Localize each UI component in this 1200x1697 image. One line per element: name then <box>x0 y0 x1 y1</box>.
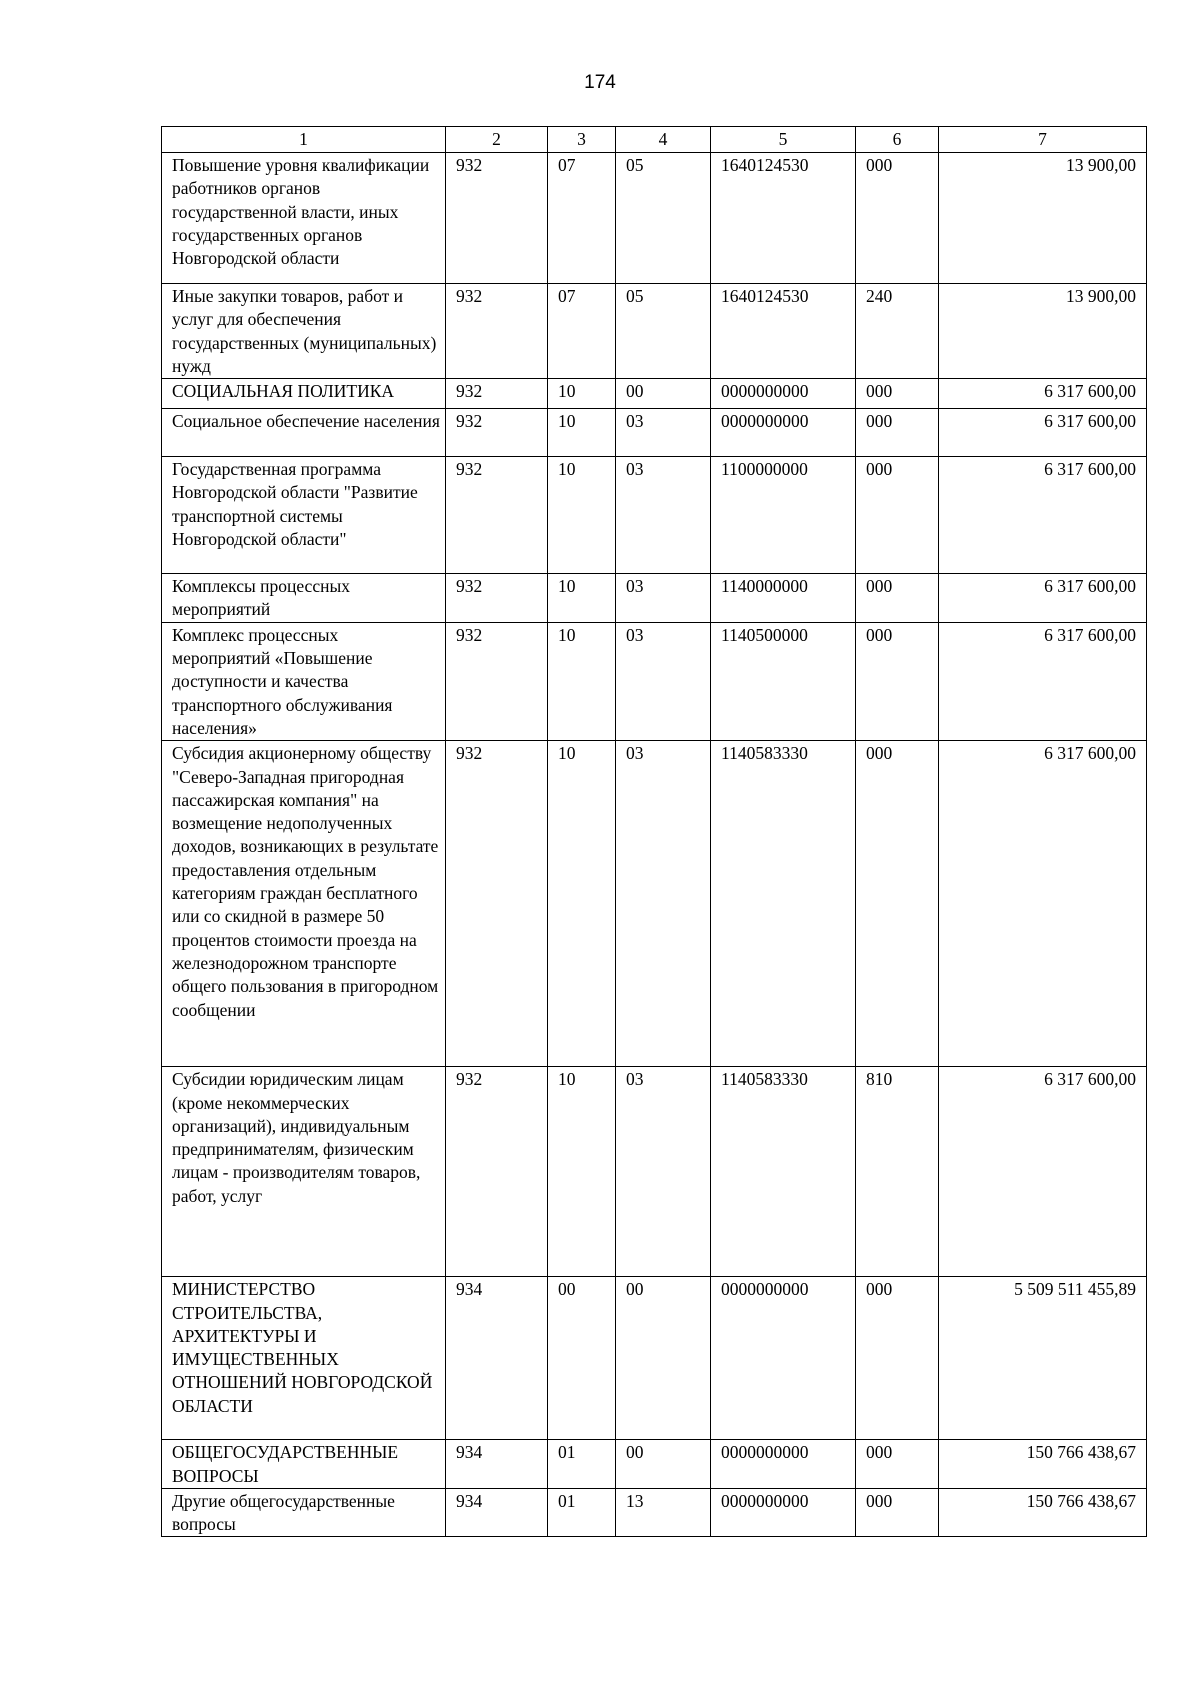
cell-subsection: 03 <box>616 1067 711 1277</box>
cell-subsection: 00 <box>616 379 711 409</box>
cell-admin-code: 932 <box>446 741 548 1067</box>
cell-expense-type: 810 <box>856 1067 939 1277</box>
cell-subsection: 00 <box>616 1277 711 1440</box>
header-col-4: 4 <box>616 127 711 153</box>
cell-admin-code: 932 <box>446 153 548 284</box>
cell-subsection: 13 <box>616 1488 711 1537</box>
table-row <box>162 1277 1147 1440</box>
cell-admin-code: 932 <box>446 379 548 409</box>
cell-section: 00 <box>548 1277 616 1440</box>
table-header <box>162 127 1147 153</box>
cell-expense-type: 000 <box>856 1440 939 1489</box>
cell-target-article: 1640124530 <box>711 153 856 284</box>
cell-target-article: 1140500000 <box>711 622 856 740</box>
row-name: Государственная программа Новгородской области "Развитие транспортной системы Новгородской области" <box>162 457 446 574</box>
row-name: Субсидии юридическим лицам (кроме некоммерческих организаций), индивидуальным предпринимателям, физическим лицам - производителям товаров, работ, услуг <box>162 1067 446 1277</box>
header-col-7: 7 <box>939 127 1147 153</box>
cell-amount: 6 317 600,00 <box>939 622 1147 740</box>
cell-amount: 6 317 600,00 <box>939 1067 1147 1277</box>
cell-admin-code: 934 <box>446 1277 548 1440</box>
cell-section: 01 <box>548 1488 616 1537</box>
table-row <box>162 1488 1147 1537</box>
cell-target-article: 0000000000 <box>711 1277 856 1440</box>
cell-section: 10 <box>548 622 616 740</box>
page-number: 174 <box>584 72 616 93</box>
header-col-5: 5 <box>711 127 856 153</box>
cell-amount: 5 509 511 455,89 <box>939 1277 1147 1440</box>
cell-admin-code: 932 <box>446 284 548 379</box>
cell-section: 10 <box>548 457 616 574</box>
cell-expense-type: 000 <box>856 1277 939 1440</box>
cell-target-article: 1140583330 <box>711 741 856 1067</box>
cell-amount: 150 766 438,67 <box>939 1440 1147 1489</box>
cell-section: 07 <box>548 284 616 379</box>
cell-amount: 6 317 600,00 <box>939 409 1147 457</box>
row-name: Субсидия акционерному обществу "Северо-Западная пригородная пассажирская компания" на возмещение недополученных доходов, возникающих в результате предоставления отдельным категориям граждан бесплатного или со скидной в размере 50 процентов стоимости проезда на железнодорожном транспорте общего пользования в пригородном сообщении <box>162 741 446 1067</box>
cell-section: 10 <box>548 1067 616 1277</box>
cell-admin-code: 934 <box>446 1488 548 1537</box>
cell-section: 10 <box>548 574 616 623</box>
table-row <box>162 409 1147 457</box>
cell-target-article: 1140000000 <box>711 574 856 623</box>
cell-amount: 6 317 600,00 <box>939 379 1147 409</box>
row-name: Социальное обеспечение населения <box>162 409 446 457</box>
table-row <box>162 574 1147 623</box>
row-name: ОБЩЕГОСУДАРСТВЕННЫЕ ВОПРОСЫ <box>162 1440 446 1489</box>
cell-target-article: 1140583330 <box>711 1067 856 1277</box>
table-row <box>162 457 1147 574</box>
cell-subsection: 03 <box>616 622 711 740</box>
table-row <box>162 284 1147 379</box>
table-row <box>162 622 1147 740</box>
cell-target-article: 0000000000 <box>711 409 856 457</box>
cell-admin-code: 932 <box>446 574 548 623</box>
cell-section: 01 <box>548 1440 616 1489</box>
cell-expense-type: 000 <box>856 622 939 740</box>
cell-expense-type: 000 <box>856 574 939 623</box>
table-row <box>162 741 1147 1067</box>
cell-expense-type: 240 <box>856 284 939 379</box>
cell-amount: 6 317 600,00 <box>939 457 1147 574</box>
cell-target-article: 0000000000 <box>711 379 856 409</box>
header-row <box>162 127 1147 153</box>
cell-amount: 6 317 600,00 <box>939 574 1147 623</box>
cell-section: 10 <box>548 741 616 1067</box>
cell-admin-code: 932 <box>446 1067 548 1277</box>
cell-amount: 6 317 600,00 <box>939 741 1147 1067</box>
row-name: Комплексы процессных мероприятий <box>162 574 446 623</box>
cell-amount: 13 900,00 <box>939 153 1147 284</box>
header-col-2: 2 <box>446 127 548 153</box>
table-body <box>162 153 1147 1537</box>
cell-subsection: 00 <box>616 1440 711 1489</box>
cell-subsection: 03 <box>616 574 711 623</box>
cell-target-article: 1640124530 <box>711 284 856 379</box>
cell-expense-type: 000 <box>856 153 939 284</box>
cell-expense-type: 000 <box>856 457 939 574</box>
cell-subsection: 03 <box>616 741 711 1067</box>
table-row <box>162 1067 1147 1277</box>
header-col-3: 3 <box>548 127 616 153</box>
cell-subsection: 05 <box>616 284 711 379</box>
budget-table <box>161 126 1147 1537</box>
cell-subsection: 03 <box>616 457 711 574</box>
header-col-1: 1 <box>162 127 446 153</box>
cell-expense-type: 000 <box>856 1488 939 1537</box>
row-name: СОЦИАЛЬНАЯ ПОЛИТИКА <box>162 379 446 409</box>
cell-target-article: 1100000000 <box>711 457 856 574</box>
cell-target-article: 0000000000 <box>711 1440 856 1489</box>
cell-expense-type: 000 <box>856 379 939 409</box>
cell-section: 07 <box>548 153 616 284</box>
table-row <box>162 153 1147 284</box>
row-name: Комплекс процессных мероприятий «Повышение доступности и качества транспортного обслуживания населения» <box>162 622 446 740</box>
row-name: Иные закупки товаров, работ и услуг для обеспечения государственных (муниципальных) нужд <box>162 284 446 379</box>
cell-section: 10 <box>548 379 616 409</box>
table-row <box>162 1440 1147 1489</box>
cell-target-article: 0000000000 <box>711 1488 856 1537</box>
row-name: Другие общегосударственные вопросы <box>162 1488 446 1537</box>
cell-admin-code: 934 <box>446 1440 548 1489</box>
cell-subsection: 03 <box>616 409 711 457</box>
cell-expense-type: 000 <box>856 409 939 457</box>
cell-subsection: 05 <box>616 153 711 284</box>
row-name: Повышение уровня квалификации работников органов государственной власти, иных государственных органов Новгородской области <box>162 153 446 284</box>
header-col-6: 6 <box>856 127 939 153</box>
cell-expense-type: 000 <box>856 741 939 1067</box>
row-name: МИНИСТЕРСТВО СТРОИТЕЛЬСТВА, АРХИТЕКТУРЫ И ИМУЩЕСТВЕННЫХ ОТНОШЕНИЙ НОВГОРОДСКОЙ ОБЛАСТИ <box>162 1277 446 1440</box>
cell-section: 10 <box>548 409 616 457</box>
cell-amount: 150 766 438,67 <box>939 1488 1147 1537</box>
cell-admin-code: 932 <box>446 457 548 574</box>
cell-admin-code: 932 <box>446 409 548 457</box>
cell-amount: 13 900,00 <box>939 284 1147 379</box>
table-row <box>162 379 1147 409</box>
cell-admin-code: 932 <box>446 622 548 740</box>
